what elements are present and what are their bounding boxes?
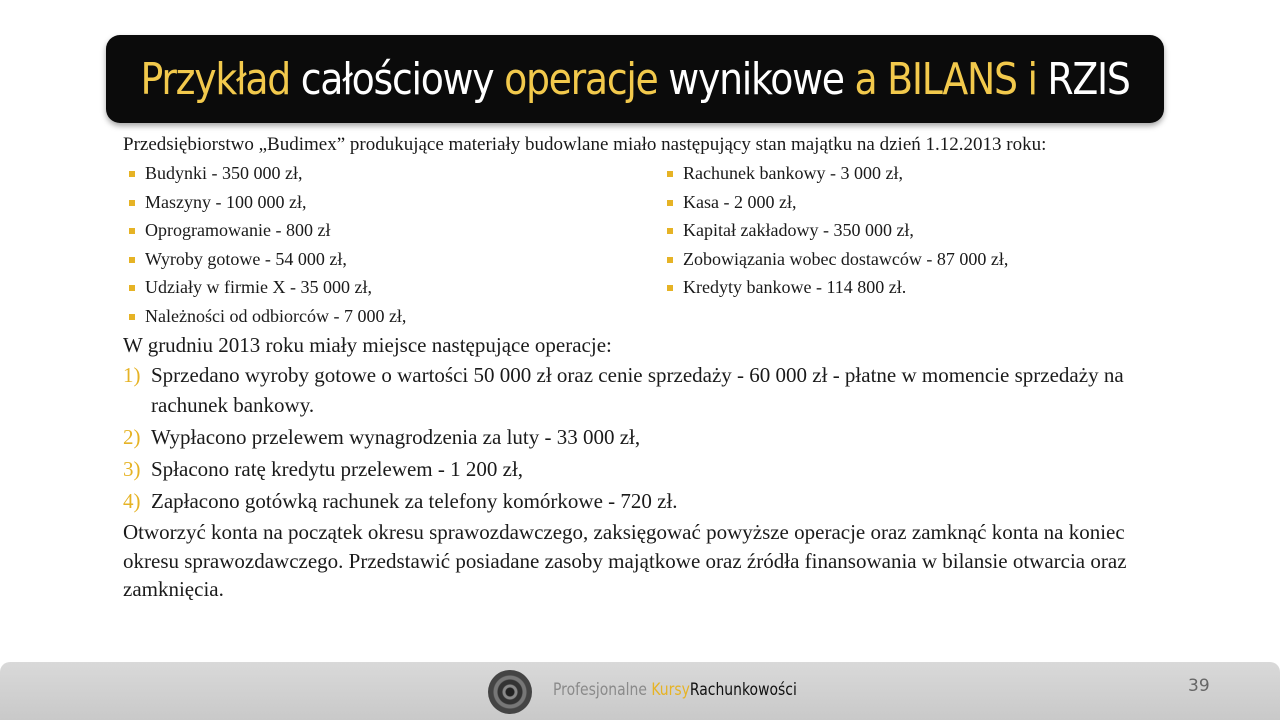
square-bullet-icon (129, 200, 135, 206)
asset-text: Udziały w firmie X - 35 000 zł, (145, 277, 372, 297)
square-bullet-icon (129, 171, 135, 177)
asset-text: Zobowiązania wobec dostawców - 87 000 zł, (683, 248, 1009, 269)
operation-item (123, 486, 1168, 516)
slide-title (140, 54, 1129, 105)
square-bullet-icon (667, 200, 673, 206)
assets-left-list (123, 159, 661, 330)
brand-name (553, 680, 797, 700)
operations-list (123, 360, 1168, 516)
brand-part: Kursy (651, 680, 690, 700)
square-bullet-icon (129, 228, 135, 234)
asset-text: Kredyty bankowe - 114 800 zł. (683, 277, 907, 297)
assets-right-list (661, 159, 1008, 330)
asset-item (661, 216, 1008, 245)
asset-item (123, 302, 661, 331)
title-part: operacje (503, 53, 658, 105)
asset-text: Należności od odbiorców - 7 000 zł, (145, 305, 407, 326)
square-bullet-icon (667, 228, 673, 234)
page-number: 39 (1188, 676, 1210, 696)
title-part: Przykład (140, 53, 290, 105)
title-part: całościowy (300, 53, 494, 105)
brand-part: Rachunkowości (689, 680, 797, 700)
operation-number: 3) (123, 457, 141, 481)
asset-text: Oprogramowanie - 800 zł (145, 220, 331, 240)
asset-text: Kapitał zakładowy - 350 000 zł, (683, 220, 914, 240)
square-bullet-icon (667, 171, 673, 177)
assets-lists (123, 159, 1168, 330)
asset-item (123, 159, 661, 188)
asset-text: Kasa - 2 000 zł, (683, 191, 797, 212)
operation-number: 2) (123, 425, 141, 449)
operation-number: 1) (123, 363, 141, 387)
operation-number: 4) (123, 489, 141, 513)
title-part: a BILANS i (854, 53, 1037, 105)
asset-item (123, 245, 661, 274)
asset-item (661, 245, 1008, 274)
square-bullet-icon (129, 285, 135, 291)
slide-title-bar (106, 35, 1164, 123)
operation-text: Spłacono ratę kredytu przelewem - 1 200 zł, (151, 457, 524, 481)
asset-item (661, 159, 1008, 188)
asset-text: Wyroby gotowe - 54 000 zł, (145, 248, 347, 269)
operations-heading: W grudniu 2013 roku miały miejsce następujące operacje: (123, 333, 612, 357)
operation-item (123, 422, 1168, 452)
brand-part: Profesjonalne (553, 680, 647, 700)
asset-item (123, 188, 661, 217)
asset-text: Budynki - 350 000 zł, (145, 163, 303, 183)
square-bullet-icon (129, 314, 135, 320)
asset-text: Maszyny - 100 000 zł, (145, 191, 307, 212)
asset-item (123, 216, 661, 245)
title-part: RZIS (1047, 53, 1130, 105)
slide-footer (0, 662, 1280, 720)
brand-logo-icon (488, 670, 532, 714)
intro-paragraph: Przedsiębiorstwo „Budimex” produkujące materiały budowlane miało następujący stan majątku na dzień 1.12.2013 roku: (123, 134, 1047, 155)
square-bullet-icon (667, 257, 673, 263)
asset-text: Rachunek bankowy - 3 000 zł, (683, 163, 903, 183)
asset-item (123, 273, 661, 302)
square-bullet-icon (667, 285, 673, 291)
task-instruction: Otworzyć konta na początek okresu sprawozdawczego, zaksięgować powyższe operacje oraz zamknąć konta na koniec okresu sprawozdawczego. Przedstawić posiadane zasoby majątkowe oraz źródła finansowania w bilansie otwarcia oraz zamknięcia. (123, 520, 1127, 601)
operation-item (123, 454, 1168, 484)
title-part: wynikowe (668, 53, 844, 105)
asset-item (661, 273, 1008, 302)
operation-text: Wypłacono przelewem wynagrodzenia za luty - 33 000 zł, (151, 425, 641, 449)
operation-text: Zapłacono gotówką rachunek za telefony komórkowe - 720 zł. (151, 489, 678, 513)
slide-content (123, 133, 1168, 604)
operation-item (123, 360, 1168, 420)
square-bullet-icon (129, 257, 135, 263)
asset-item (661, 188, 1008, 217)
operation-text: Sprzedano wyroby gotowe o wartości 50 000 zł oraz cenie sprzedaży - 60 000 zł - płatne w momencie sprzedaży na rachunek bankowy. (151, 363, 1124, 417)
